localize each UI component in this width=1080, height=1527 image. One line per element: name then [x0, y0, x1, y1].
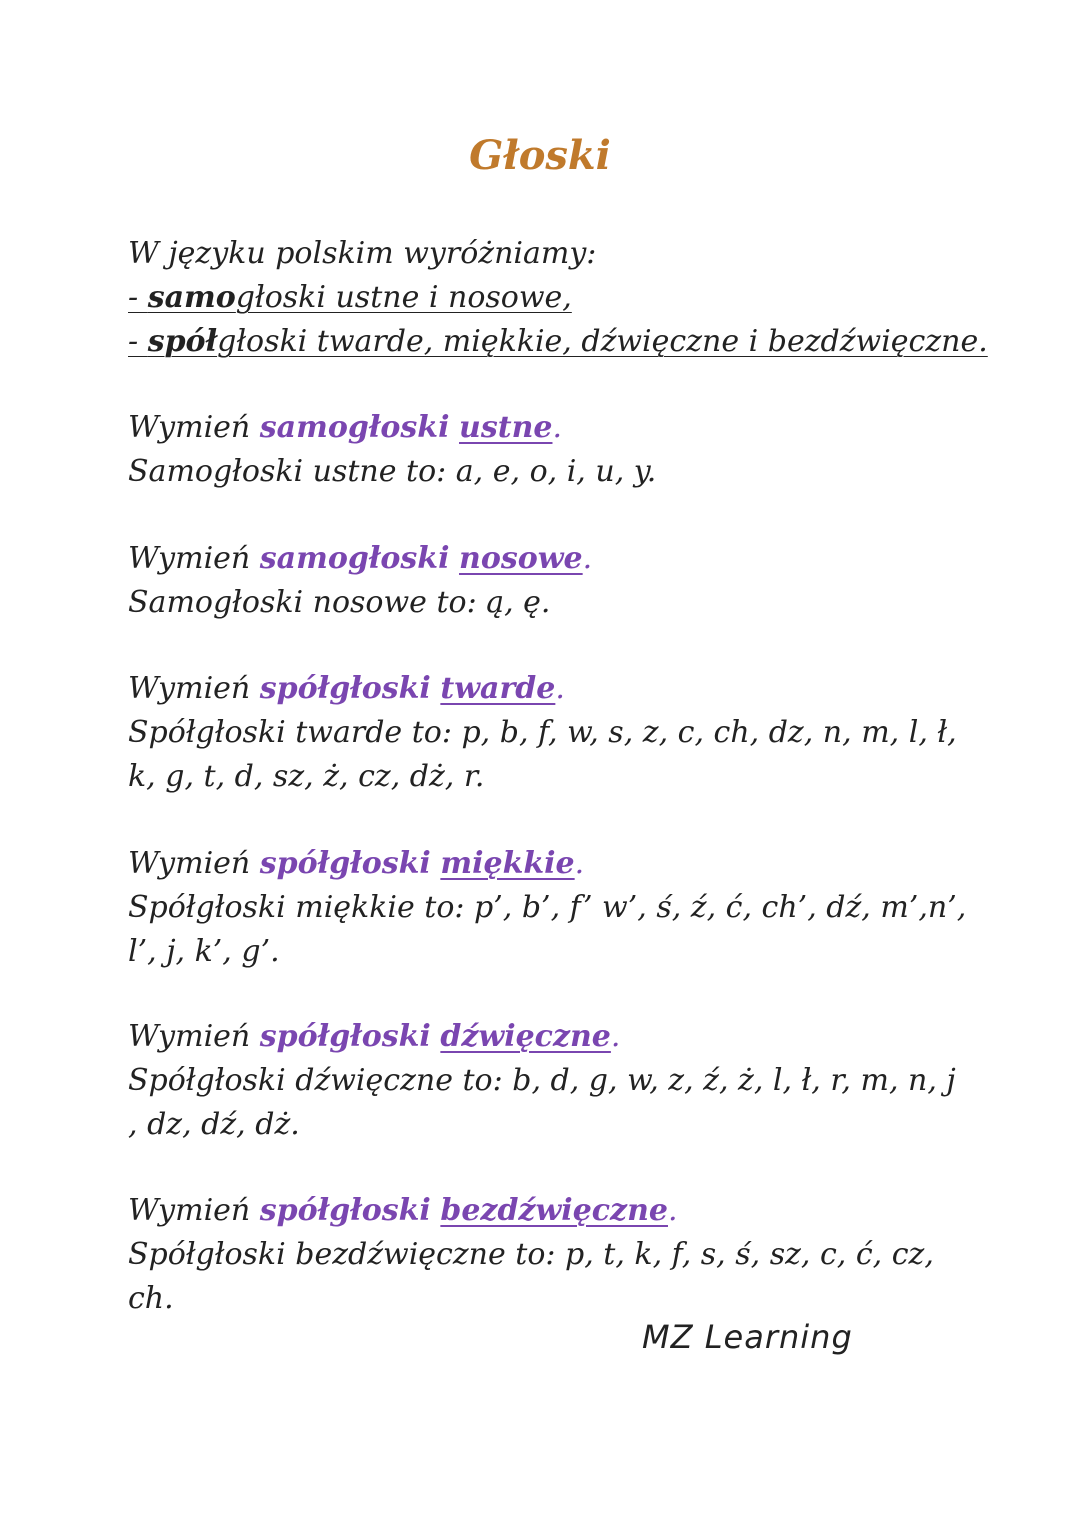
dash: -: [128, 324, 148, 359]
question-verb: Wymień: [128, 846, 260, 881]
question-verb: Wymień: [128, 410, 260, 445]
question: [128, 537, 968, 581]
bold-prefix: samo: [147, 280, 236, 315]
signature: MZ Learning: [642, 1318, 853, 1356]
dash: -: [128, 280, 148, 315]
section-nasal-vowels: [128, 537, 968, 625]
question-term: spółgłoski: [259, 846, 431, 881]
intro-vowels-text: głoski ustne i nosowe,: [235, 280, 572, 315]
section-oral-vowels: [128, 406, 968, 494]
question-dot: .: [574, 846, 585, 881]
intro-text: W języku polskim wyróżniamy:: [128, 236, 597, 271]
section-voiced-consonants: [128, 1015, 968, 1147]
page-title: Głoski: [469, 132, 611, 179]
question-kind: twarde: [440, 671, 556, 706]
question-verb: Wymień: [128, 541, 260, 576]
section-soft-consonants: [128, 842, 968, 974]
question: [128, 1189, 968, 1233]
question-verb: Wymień: [128, 1019, 260, 1054]
answer: Spółgłoski twarde to: p, b, f, w, s, z, c, ch, dz, n, m, l, ł, k, g, t, d, sz, ż, cz, dż, r.: [128, 715, 957, 794]
question-kind: ustne: [459, 410, 553, 445]
question-dot: .: [552, 410, 563, 445]
intro-line: [128, 232, 988, 276]
question: [128, 667, 968, 711]
intro-consonants-text: głoski twarde, miękkie, dźwięczne i bezdźwięczne.: [217, 324, 988, 359]
question-term: samogłoski: [259, 410, 450, 445]
answer: Spółgłoski miękkie to: p’, b’, f’ w’, ś, ź, ć, ch’, dź, m’,n’, l’, j, k’, g’.: [128, 890, 967, 969]
question-dot: .: [610, 1019, 621, 1054]
question-term: spółgłoski: [259, 1019, 431, 1054]
section-voiceless-consonants: [128, 1189, 968, 1321]
question-kind: dźwięczne: [440, 1019, 611, 1054]
question-verb: Wymień: [128, 671, 260, 706]
intro-vowels-line: [128, 276, 988, 320]
answer: Samogłoski nosowe to: ą, ę.: [128, 585, 551, 620]
question-dot: .: [582, 541, 593, 576]
question-kind: miękkie: [440, 846, 575, 881]
bold-prefix: spół: [147, 324, 218, 359]
question-kind: bezdźwięczne: [440, 1193, 668, 1228]
answer: Spółgłoski dźwięczne to: b, d, g, w, z, ź, ż, l, ł, r, m, n, j , dz, dź, dż.: [128, 1063, 956, 1142]
answer: Spółgłoski bezdźwięczne to: p, t, k, f, s, ś, sz, c, ć, cz, ch.: [128, 1237, 934, 1316]
question-term: spółgłoski: [259, 671, 431, 706]
question: [128, 842, 968, 886]
question-dot: .: [667, 1193, 678, 1228]
question-term: samogłoski: [259, 541, 450, 576]
intro-block: [128, 232, 988, 364]
question: [128, 406, 968, 450]
question-verb: Wymień: [128, 1193, 260, 1228]
question-kind: nosowe: [459, 541, 583, 576]
question-dot: .: [555, 671, 565, 706]
answer: Samogłoski ustne to: a, e, o, i, u, y.: [128, 454, 657, 489]
question: [128, 1015, 968, 1059]
section-hard-consonants: [128, 667, 968, 799]
question-term: spółgłoski: [259, 1193, 431, 1228]
intro-consonants-line: [128, 320, 988, 364]
